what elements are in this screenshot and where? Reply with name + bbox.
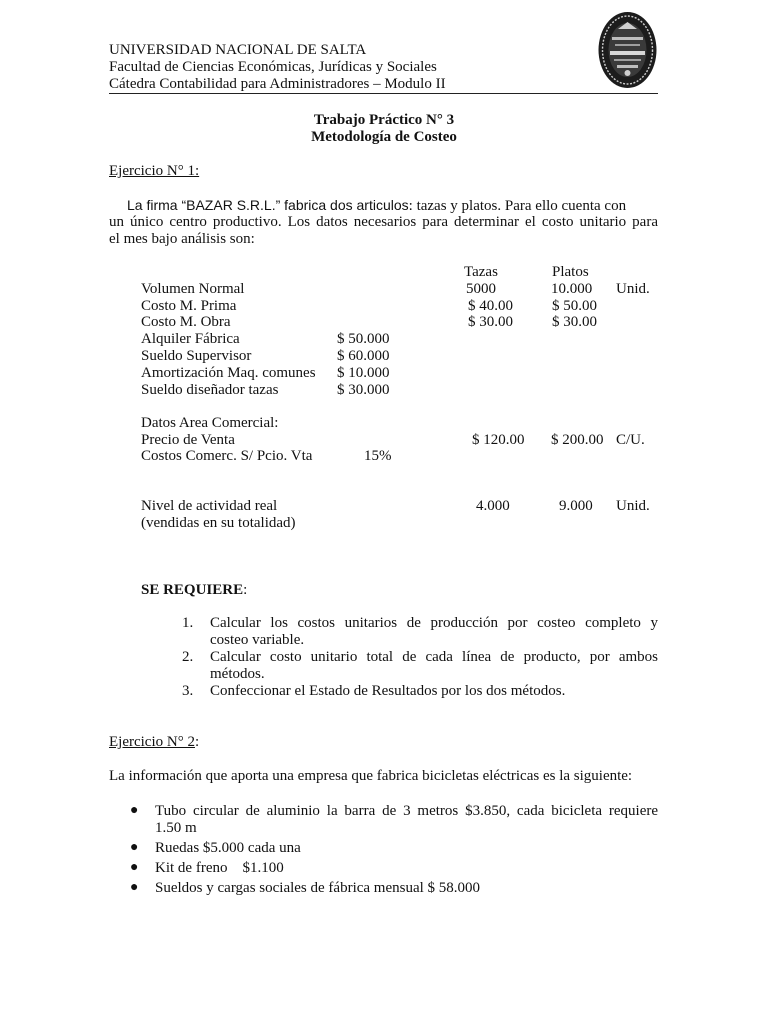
bullet-icon: ● [130, 803, 139, 818]
header-rule [109, 93, 658, 94]
exercise-2-heading-text: Ejercicio N° 2 [109, 734, 195, 750]
bullet-icon: ● [130, 880, 139, 895]
list-item [182, 615, 658, 632]
row-value-fixed: $ 60.000 [337, 348, 390, 364]
list-item-text: Sueldos y cargas sociales de fábrica mensual $ 58.000 [155, 880, 481, 896]
activity-level-tazas: 4.000 [476, 498, 510, 514]
row-value-tazas: 5000 [466, 281, 496, 297]
list-item [128, 858, 658, 878]
requirements-list [182, 615, 658, 700]
list-item [182, 649, 658, 666]
list-item-text: Calcular costo unitario total de cada línea de producto, por ambos [210, 649, 658, 665]
column-header-tazas: Tazas [464, 264, 498, 280]
list-item-number: 3. [182, 683, 194, 699]
sale-price-label: Precio de Venta [141, 432, 235, 448]
row-label: Volumen Normal [141, 281, 245, 297]
bullet-icon: ● [130, 860, 139, 875]
row-label: Amortización Maq. comunes [141, 365, 316, 381]
row-value-tazas: $ 30.00 [468, 314, 513, 330]
exercise-1-intro-line2: un único centro productivo. Los datos necesarios para determinar el costo unitario para [109, 214, 658, 230]
row-label: Sueldo Supervisor [141, 348, 252, 364]
exercise-1-intro-rest: : tazas y platos. Para ello cuenta con [408, 198, 627, 214]
list-item-text: costeo variable. [210, 632, 305, 648]
exercise-2-bullet-list [128, 801, 658, 898]
exercise-1-intro-line1 [127, 197, 626, 215]
row-value-fixed: $ 50.000 [337, 331, 390, 347]
list-item [128, 838, 658, 858]
row-label: Alquiler Fábrica [141, 331, 240, 347]
list-item-text: 1.50 m [155, 820, 197, 836]
requirements-heading-colon: : [243, 582, 248, 598]
row-value-tazas: $ 40.00 [468, 298, 513, 314]
list-item-continuation [182, 666, 658, 683]
list-item-number: 1. [182, 615, 194, 631]
faculty-name: Facultad de Ciencias Económicas, Jurídicas y Sociales [109, 59, 437, 75]
column-header-platos: Platos [552, 264, 589, 280]
activity-level-label: Nivel de actividad real [141, 498, 278, 514]
commercial-costs-percent: 15% [364, 448, 392, 464]
practical-work-subtitle: Metodología de Costeo [311, 129, 457, 145]
activity-level-note: (vendidas en su totalidad) [141, 515, 296, 531]
row-value-platos: $ 30.00 [552, 314, 597, 330]
row-label: Costo M. Obra [141, 314, 231, 330]
sale-price-tazas: $ 120.00 [472, 432, 525, 448]
list-item [182, 683, 658, 700]
requirements-heading-text: SE REQUIERE [141, 582, 244, 598]
list-item [128, 878, 658, 898]
bullet-icon: ● [130, 840, 139, 855]
commercial-costs-label: Costos Comerc. S/ Pcio. Vta [141, 448, 313, 464]
exercise-1-heading: Ejercicio N° 1: [109, 163, 200, 179]
row-label: Sueldo diseñador tazas [141, 382, 279, 398]
sale-price-platos: $ 200.00 [551, 432, 604, 448]
list-item-text: Calcular los costos unitarios de producción por costeo completo y [210, 615, 658, 631]
exercise-2-heading [109, 734, 199, 751]
list-item-text: Confeccionar el Estado de Resultados por los dos métodos. [210, 683, 566, 699]
list-item-continuation [182, 632, 658, 649]
list-item-text: métodos. [210, 666, 265, 682]
row-value-platos: $ 50.00 [552, 298, 597, 314]
list-item-text: Tubo circular de aluminio la barra de 3 metros $3.850, cada bicicleta requiere [155, 803, 658, 819]
row-value-fixed: $ 30.000 [337, 382, 390, 398]
university-seal-logo [596, 9, 659, 91]
activity-level-platos: 9.000 [559, 498, 593, 514]
exercise-1-intro-line3: el mes bajo análisis son: [109, 231, 255, 247]
requirements-heading [141, 582, 247, 599]
list-item-text: Kit de freno $1.100 [155, 860, 284, 876]
practical-work-title: Trabajo Práctico N° 3 [313, 112, 455, 128]
exercise-1-intro-company: La firma “BAZAR S.R.L.” fabrica dos articulos [127, 197, 409, 213]
list-item-continuation [128, 818, 658, 838]
commercial-heading: Datos Area Comercial: [141, 415, 279, 431]
list-item-text: Ruedas $5.000 cada una [155, 840, 301, 856]
sale-price-unit: C/U. [616, 432, 645, 448]
activity-level-unit: Unid. [616, 498, 650, 514]
course-name: Cátedra Contabilidad para Administradores – Modulo II [109, 76, 446, 92]
row-unit: Unid. [616, 281, 650, 297]
row-value-platos: 10.000 [551, 281, 593, 297]
list-item-number: 2. [182, 649, 194, 665]
row-label: Costo M. Prima [141, 298, 237, 314]
university-name: UNIVERSIDAD NACIONAL DE SALTA [109, 42, 367, 58]
row-value-fixed: $ 10.000 [337, 365, 390, 381]
exercise-2-heading-colon: : [194, 734, 200, 750]
exercise-2-intro: La información que aporta una empresa que fabrica bicicletas eléctricas es la siguiente: [109, 768, 633, 784]
